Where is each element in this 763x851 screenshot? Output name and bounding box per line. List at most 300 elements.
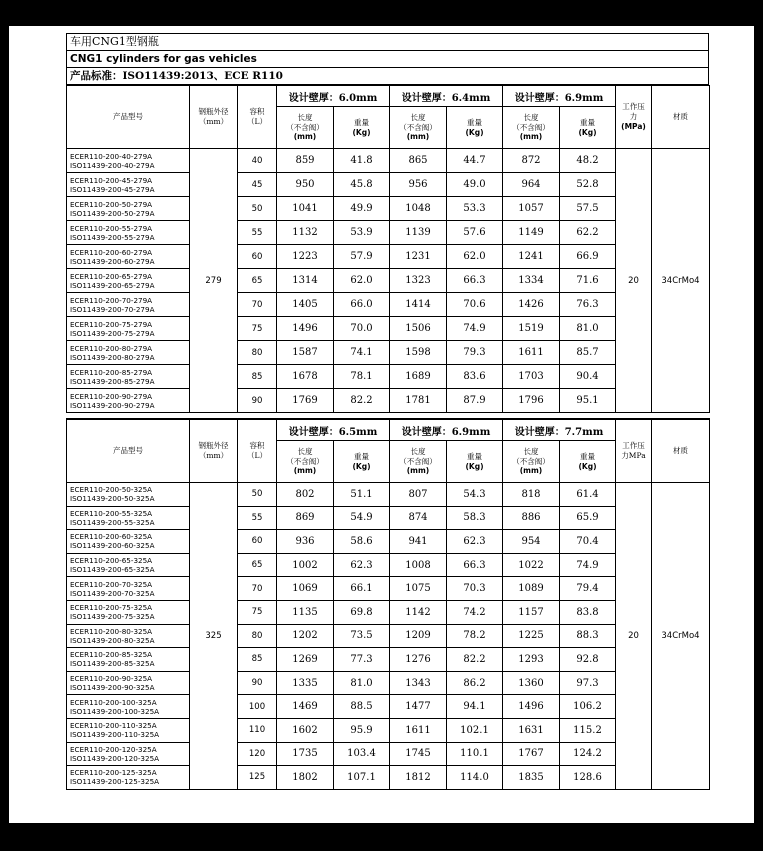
diameter-cell: 325 bbox=[190, 483, 238, 790]
weight-cell: 41.8 bbox=[334, 149, 390, 173]
header-material: 材质 bbox=[652, 86, 710, 149]
weight-cell: 114.0 bbox=[447, 766, 503, 790]
header-weight: 重量 (Kg) bbox=[334, 107, 390, 149]
length-cell: 1225 bbox=[503, 624, 560, 648]
weight-cell: 62.0 bbox=[447, 245, 503, 269]
model-ecer: ECER110-200-80-325A bbox=[70, 626, 153, 636]
volume-cell: 85 bbox=[238, 648, 277, 672]
volume-cell: 65 bbox=[238, 553, 277, 577]
length-cell: 1506 bbox=[390, 317, 447, 341]
header-length: 长度 （不含阀） (mm) bbox=[503, 441, 560, 483]
model-ecer: ECER110-200-80-279A bbox=[70, 343, 153, 353]
length-cell: 1132 bbox=[277, 221, 334, 245]
header-volume: 容积 （L） bbox=[238, 419, 277, 483]
length-cell: 1496 bbox=[277, 317, 334, 341]
model-ecer: ECER110-200-125-325A bbox=[70, 768, 157, 778]
length-cell: 1414 bbox=[390, 293, 447, 317]
length-cell: 1360 bbox=[503, 671, 560, 695]
length-cell: 1139 bbox=[390, 221, 447, 245]
length-cell: 1631 bbox=[503, 718, 560, 742]
model-iso: ISO11439-200-80-279A bbox=[70, 352, 155, 362]
volume-cell: 55 bbox=[238, 506, 277, 530]
model-iso: ISO11439-200-70-325A bbox=[70, 588, 155, 598]
header-length: 长度 （不含阀） (mm) bbox=[503, 107, 560, 149]
model-iso: ISO11439-200-75-325A bbox=[70, 612, 155, 622]
volume-cell: 90 bbox=[238, 389, 277, 413]
weight-cell: 45.8 bbox=[334, 173, 390, 197]
model-iso: ISO11439-200-40-279A bbox=[70, 160, 155, 170]
model-cell bbox=[67, 317, 190, 341]
table-row bbox=[67, 483, 710, 507]
length-cell: 936 bbox=[277, 530, 334, 554]
weight-cell: 54.3 bbox=[447, 483, 503, 507]
header-pressure: 工作压 力MPa bbox=[616, 419, 652, 483]
model-ecer: ECER110-200-45-279A bbox=[70, 175, 153, 185]
model-ecer: ECER110-200-70-279A bbox=[70, 295, 153, 305]
weight-cell: 71.6 bbox=[560, 269, 616, 293]
product-standard: 产品标准：ISO11439:2013、ECE R110 bbox=[67, 68, 708, 85]
pressure-cell: 20 bbox=[616, 483, 652, 790]
length-cell: 1314 bbox=[277, 269, 334, 293]
document-page bbox=[9, 26, 754, 823]
length-cell: 1781 bbox=[390, 389, 447, 413]
header-wall-thickness-2: 设计壁厚：6.9mm bbox=[390, 419, 503, 441]
model-iso: ISO11439-200-85-325A bbox=[70, 659, 155, 669]
model-ecer: ECER110-200-60-325A bbox=[70, 532, 153, 542]
weight-cell: 48.2 bbox=[560, 149, 616, 173]
weight-cell: 76.3 bbox=[560, 293, 616, 317]
length-cell: 1323 bbox=[390, 269, 447, 293]
length-cell: 869 bbox=[277, 506, 334, 530]
weight-cell: 74.9 bbox=[560, 553, 616, 577]
table-row bbox=[67, 530, 710, 554]
volume-cell: 45 bbox=[238, 173, 277, 197]
weight-cell: 128.6 bbox=[560, 766, 616, 790]
weight-cell: 66.9 bbox=[560, 245, 616, 269]
model-cell bbox=[67, 624, 190, 648]
weight-cell: 82.2 bbox=[334, 389, 390, 413]
length-cell: 1048 bbox=[390, 197, 447, 221]
model-cell bbox=[67, 766, 190, 790]
volume-cell: 40 bbox=[238, 149, 277, 173]
length-cell: 1767 bbox=[503, 742, 560, 766]
length-cell: 1602 bbox=[277, 718, 334, 742]
volume-cell: 55 bbox=[238, 221, 277, 245]
model-ecer: ECER110-200-120-325A bbox=[70, 744, 157, 754]
title-english: CNG1 cylinders for gas vehicles bbox=[67, 51, 708, 68]
length-cell: 1405 bbox=[277, 293, 334, 317]
model-ecer: ECER110-200-90-279A bbox=[70, 391, 153, 401]
volume-cell: 80 bbox=[238, 341, 277, 365]
length-cell: 865 bbox=[390, 149, 447, 173]
length-cell: 1598 bbox=[390, 341, 447, 365]
table-row bbox=[67, 173, 710, 197]
length-cell: 1069 bbox=[277, 577, 334, 601]
model-ecer: ECER110-200-75-325A bbox=[70, 603, 153, 613]
length-cell: 1426 bbox=[503, 293, 560, 317]
weight-cell: 66.3 bbox=[447, 269, 503, 293]
weight-cell: 78.1 bbox=[334, 365, 390, 389]
length-cell: 1703 bbox=[503, 365, 560, 389]
weight-cell: 106.2 bbox=[560, 695, 616, 719]
weight-cell: 62.0 bbox=[334, 269, 390, 293]
length-cell: 1835 bbox=[503, 766, 560, 790]
length-cell: 1335 bbox=[277, 671, 334, 695]
model-cell bbox=[67, 695, 190, 719]
length-cell: 1802 bbox=[277, 766, 334, 790]
weight-cell: 88.3 bbox=[560, 624, 616, 648]
document-header bbox=[66, 33, 709, 85]
volume-cell: 50 bbox=[238, 197, 277, 221]
model-cell bbox=[67, 553, 190, 577]
weight-cell: 92.8 bbox=[560, 648, 616, 672]
table-row bbox=[67, 341, 710, 365]
weight-cell: 79.3 bbox=[447, 341, 503, 365]
material-cell: 34CrMo4 bbox=[652, 483, 710, 790]
length-cell: 802 bbox=[277, 483, 334, 507]
table-row bbox=[67, 671, 710, 695]
model-cell bbox=[67, 293, 190, 317]
header-length: 长度 （不含阀） (mm) bbox=[390, 107, 447, 149]
length-cell: 886 bbox=[503, 506, 560, 530]
header-weight: 重量 (Kg) bbox=[560, 107, 616, 149]
length-cell: 1269 bbox=[277, 648, 334, 672]
model-cell bbox=[67, 742, 190, 766]
table-row bbox=[67, 577, 710, 601]
weight-cell: 61.4 bbox=[560, 483, 616, 507]
header-length: 长度 （不含阀） (mm) bbox=[277, 107, 334, 149]
length-cell: 1157 bbox=[503, 600, 560, 624]
model-cell bbox=[67, 483, 190, 507]
length-cell: 1231 bbox=[390, 245, 447, 269]
model-ecer: ECER110-200-40-279A bbox=[70, 151, 153, 161]
model-cell bbox=[67, 718, 190, 742]
model-iso: ISO11439-200-120-325A bbox=[70, 753, 160, 763]
model-cell bbox=[67, 149, 190, 173]
table-row bbox=[67, 695, 710, 719]
header-weight: 重量 (Kg) bbox=[334, 441, 390, 483]
length-cell: 1678 bbox=[277, 365, 334, 389]
weight-cell: 95.9 bbox=[334, 718, 390, 742]
weight-cell: 62.3 bbox=[334, 553, 390, 577]
weight-cell: 83.6 bbox=[447, 365, 503, 389]
weight-cell: 52.8 bbox=[560, 173, 616, 197]
weight-cell: 97.3 bbox=[560, 671, 616, 695]
table-row bbox=[67, 221, 710, 245]
table-row bbox=[67, 506, 710, 530]
volume-cell: 120 bbox=[238, 742, 277, 766]
length-cell: 1008 bbox=[390, 553, 447, 577]
length-cell: 1587 bbox=[277, 341, 334, 365]
length-cell: 1477 bbox=[390, 695, 447, 719]
table-row bbox=[67, 293, 710, 317]
header-wall-thickness-2: 设计壁厚：6.4mm bbox=[390, 86, 503, 107]
spec-sheet bbox=[66, 33, 709, 790]
model-iso: ISO11439-200-110-325A bbox=[70, 730, 160, 740]
weight-cell: 62.3 bbox=[447, 530, 503, 554]
weight-cell: 53.3 bbox=[447, 197, 503, 221]
volume-cell: 75 bbox=[238, 317, 277, 341]
model-iso: ISO11439-200-55-279A bbox=[70, 232, 155, 242]
model-cell bbox=[67, 341, 190, 365]
model-ecer: ECER110-200-100-325A bbox=[70, 697, 157, 707]
model-cell bbox=[67, 221, 190, 245]
header-volume: 容积 （L） bbox=[238, 86, 277, 149]
volume-cell: 100 bbox=[238, 695, 277, 719]
length-cell: 807 bbox=[390, 483, 447, 507]
weight-cell: 82.2 bbox=[447, 648, 503, 672]
model-cell bbox=[67, 577, 190, 601]
model-ecer: ECER110-200-55-279A bbox=[70, 223, 153, 233]
volume-cell: 60 bbox=[238, 530, 277, 554]
model-iso: ISO11439-200-90-279A bbox=[70, 400, 155, 410]
length-cell: 1202 bbox=[277, 624, 334, 648]
length-cell: 1745 bbox=[390, 742, 447, 766]
length-cell: 1689 bbox=[390, 365, 447, 389]
table-row bbox=[67, 149, 710, 173]
weight-cell: 77.3 bbox=[334, 648, 390, 672]
header-weight: 重量 (Kg) bbox=[447, 107, 503, 149]
length-cell: 950 bbox=[277, 173, 334, 197]
weight-cell: 110.1 bbox=[447, 742, 503, 766]
header-model: 产品型号 bbox=[67, 419, 190, 483]
length-cell: 859 bbox=[277, 149, 334, 173]
weight-cell: 73.5 bbox=[334, 624, 390, 648]
model-ecer: ECER110-200-85-279A bbox=[70, 367, 153, 377]
model-ecer: ECER110-200-110-325A bbox=[70, 721, 157, 731]
volume-cell: 70 bbox=[238, 293, 277, 317]
header-wall-thickness-1: 设计壁厚：6.5mm bbox=[277, 419, 390, 441]
weight-cell: 70.6 bbox=[447, 293, 503, 317]
length-cell: 1735 bbox=[277, 742, 334, 766]
table-row bbox=[67, 742, 710, 766]
model-ecer: ECER110-200-90-325A bbox=[70, 674, 153, 684]
length-cell: 1241 bbox=[503, 245, 560, 269]
weight-cell: 49.0 bbox=[447, 173, 503, 197]
header-diameter: 钢瓶外径 （mm） bbox=[190, 419, 238, 483]
length-cell: 1089 bbox=[503, 577, 560, 601]
length-cell: 954 bbox=[503, 530, 560, 554]
weight-cell: 69.8 bbox=[334, 600, 390, 624]
model-cell bbox=[67, 269, 190, 293]
length-cell: 1343 bbox=[390, 671, 447, 695]
volume-cell: 50 bbox=[238, 483, 277, 507]
length-cell: 941 bbox=[390, 530, 447, 554]
weight-cell: 57.9 bbox=[334, 245, 390, 269]
pressure-cell: 20 bbox=[616, 149, 652, 413]
model-cell bbox=[67, 245, 190, 269]
length-cell: 1022 bbox=[503, 553, 560, 577]
table-row bbox=[67, 365, 710, 389]
table-row bbox=[67, 389, 710, 413]
weight-cell: 103.4 bbox=[334, 742, 390, 766]
model-ecer: ECER110-200-70-325A bbox=[70, 579, 153, 589]
volume-cell: 60 bbox=[238, 245, 277, 269]
volume-cell: 125 bbox=[238, 766, 277, 790]
model-ecer: ECER110-200-65-325A bbox=[70, 556, 153, 566]
weight-cell: 57.5 bbox=[560, 197, 616, 221]
model-iso: ISO11439-200-85-279A bbox=[70, 376, 155, 386]
volume-cell: 85 bbox=[238, 365, 277, 389]
cylinder-table-279 bbox=[66, 85, 710, 413]
diameter-cell: 279 bbox=[190, 149, 238, 413]
model-ecer: ECER110-200-65-279A bbox=[70, 271, 153, 281]
model-iso: ISO11439-200-80-325A bbox=[70, 635, 155, 645]
model-cell bbox=[67, 600, 190, 624]
table-row bbox=[67, 624, 710, 648]
length-cell: 1057 bbox=[503, 197, 560, 221]
weight-cell: 49.9 bbox=[334, 197, 390, 221]
length-cell: 1769 bbox=[277, 389, 334, 413]
length-cell: 1209 bbox=[390, 624, 447, 648]
header-material: 材质 bbox=[652, 419, 710, 483]
weight-cell: 44.7 bbox=[447, 149, 503, 173]
weight-cell: 83.8 bbox=[560, 600, 616, 624]
length-cell: 1496 bbox=[503, 695, 560, 719]
model-iso: ISO11439-200-45-279A bbox=[70, 184, 155, 194]
model-ecer: ECER110-200-50-279A bbox=[70, 199, 153, 209]
title-chinese: 车用CNG1型钢瓶 bbox=[67, 34, 708, 51]
model-iso: ISO11439-200-50-279A bbox=[70, 208, 155, 218]
length-cell: 1469 bbox=[277, 695, 334, 719]
weight-cell: 81.0 bbox=[560, 317, 616, 341]
weight-cell: 124.2 bbox=[560, 742, 616, 766]
length-cell: 1276 bbox=[390, 648, 447, 672]
weight-cell: 78.2 bbox=[447, 624, 503, 648]
weight-cell: 102.1 bbox=[447, 718, 503, 742]
model-iso: ISO11439-200-100-325A bbox=[70, 706, 160, 716]
length-cell: 1519 bbox=[503, 317, 560, 341]
model-cell bbox=[67, 648, 190, 672]
header-length: 长度 （不含阀） (mm) bbox=[390, 441, 447, 483]
table-row bbox=[67, 600, 710, 624]
model-iso: ISO11439-200-60-279A bbox=[70, 256, 155, 266]
model-iso: ISO11439-200-55-325A bbox=[70, 517, 155, 527]
weight-cell: 66.0 bbox=[334, 293, 390, 317]
model-cell bbox=[67, 389, 190, 413]
weight-cell: 95.1 bbox=[560, 389, 616, 413]
model-cell bbox=[67, 530, 190, 554]
weight-cell: 88.5 bbox=[334, 695, 390, 719]
table-row bbox=[67, 718, 710, 742]
model-ecer: ECER110-200-75-279A bbox=[70, 319, 153, 329]
length-cell: 1293 bbox=[503, 648, 560, 672]
table-row bbox=[67, 648, 710, 672]
length-cell: 1223 bbox=[277, 245, 334, 269]
length-cell: 872 bbox=[503, 149, 560, 173]
length-cell: 1041 bbox=[277, 197, 334, 221]
table-row bbox=[67, 197, 710, 221]
header-wall-thickness-3: 设计壁厚：7.7mm bbox=[503, 419, 616, 441]
volume-cell: 110 bbox=[238, 718, 277, 742]
weight-cell: 58.3 bbox=[447, 506, 503, 530]
model-cell bbox=[67, 173, 190, 197]
weight-cell: 70.0 bbox=[334, 317, 390, 341]
length-cell: 964 bbox=[503, 173, 560, 197]
weight-cell: 70.3 bbox=[447, 577, 503, 601]
model-ecer: ECER110-200-60-279A bbox=[70, 247, 153, 257]
header-wall-thickness-3: 设计壁厚：6.9mm bbox=[503, 86, 616, 107]
length-cell: 956 bbox=[390, 173, 447, 197]
length-cell: 1334 bbox=[503, 269, 560, 293]
weight-cell: 65.9 bbox=[560, 506, 616, 530]
weight-cell: 51.1 bbox=[334, 483, 390, 507]
weight-cell: 85.7 bbox=[560, 341, 616, 365]
length-cell: 1002 bbox=[277, 553, 334, 577]
table-row bbox=[67, 245, 710, 269]
length-cell: 1135 bbox=[277, 600, 334, 624]
volume-cell: 75 bbox=[238, 600, 277, 624]
header-pressure: 工作压 力 (MPa) bbox=[616, 86, 652, 149]
length-cell: 818 bbox=[503, 483, 560, 507]
model-iso: ISO11439-200-90-325A bbox=[70, 683, 155, 693]
model-iso: ISO11439-200-75-279A bbox=[70, 328, 155, 338]
length-cell: 1796 bbox=[503, 389, 560, 413]
model-iso: ISO11439-200-60-325A bbox=[70, 541, 155, 551]
model-cell bbox=[67, 506, 190, 530]
weight-cell: 62.2 bbox=[560, 221, 616, 245]
model-cell bbox=[67, 197, 190, 221]
header-weight: 重量 (Kg) bbox=[560, 441, 616, 483]
model-ecer: ECER110-200-55-325A bbox=[70, 508, 153, 518]
weight-cell: 74.9 bbox=[447, 317, 503, 341]
length-cell: 1142 bbox=[390, 600, 447, 624]
header-model: 产品型号 bbox=[67, 86, 190, 149]
header-diameter: 钢瓶外径 （mm） bbox=[190, 86, 238, 149]
weight-cell: 87.9 bbox=[447, 389, 503, 413]
weight-cell: 74.2 bbox=[447, 600, 503, 624]
header-length: 长度 （不含阀） (mm) bbox=[277, 441, 334, 483]
volume-cell: 70 bbox=[238, 577, 277, 601]
volume-cell: 80 bbox=[238, 624, 277, 648]
weight-cell: 66.3 bbox=[447, 553, 503, 577]
material-cell: 34CrMo4 bbox=[652, 149, 710, 413]
length-cell: 1611 bbox=[503, 341, 560, 365]
model-iso: ISO11439-200-65-279A bbox=[70, 280, 155, 290]
weight-cell: 70.4 bbox=[560, 530, 616, 554]
length-cell: 1149 bbox=[503, 221, 560, 245]
weight-cell: 53.9 bbox=[334, 221, 390, 245]
length-cell: 1611 bbox=[390, 718, 447, 742]
header-weight: 重量 (Kg) bbox=[447, 441, 503, 483]
model-iso: ISO11439-200-125-325A bbox=[70, 777, 160, 787]
model-ecer: ECER110-200-50-325A bbox=[70, 485, 153, 495]
weight-cell: 115.2 bbox=[560, 718, 616, 742]
weight-cell: 81.0 bbox=[334, 671, 390, 695]
model-cell bbox=[67, 671, 190, 695]
model-iso: ISO11439-200-70-279A bbox=[70, 304, 155, 314]
weight-cell: 90.4 bbox=[560, 365, 616, 389]
model-ecer: ECER110-200-85-325A bbox=[70, 650, 153, 660]
volume-cell: 90 bbox=[238, 671, 277, 695]
weight-cell: 54.9 bbox=[334, 506, 390, 530]
weight-cell: 74.1 bbox=[334, 341, 390, 365]
weight-cell: 86.2 bbox=[447, 671, 503, 695]
model-iso: ISO11439-200-50-325A bbox=[70, 494, 155, 504]
length-cell: 1812 bbox=[390, 766, 447, 790]
length-cell: 1075 bbox=[390, 577, 447, 601]
weight-cell: 94.1 bbox=[447, 695, 503, 719]
header-wall-thickness-1: 设计壁厚：6.0mm bbox=[277, 86, 390, 107]
weight-cell: 58.6 bbox=[334, 530, 390, 554]
weight-cell: 57.6 bbox=[447, 221, 503, 245]
length-cell: 874 bbox=[390, 506, 447, 530]
weight-cell: 79.4 bbox=[560, 577, 616, 601]
weight-cell: 66.1 bbox=[334, 577, 390, 601]
table-row bbox=[67, 766, 710, 790]
table-row bbox=[67, 553, 710, 577]
model-cell bbox=[67, 365, 190, 389]
